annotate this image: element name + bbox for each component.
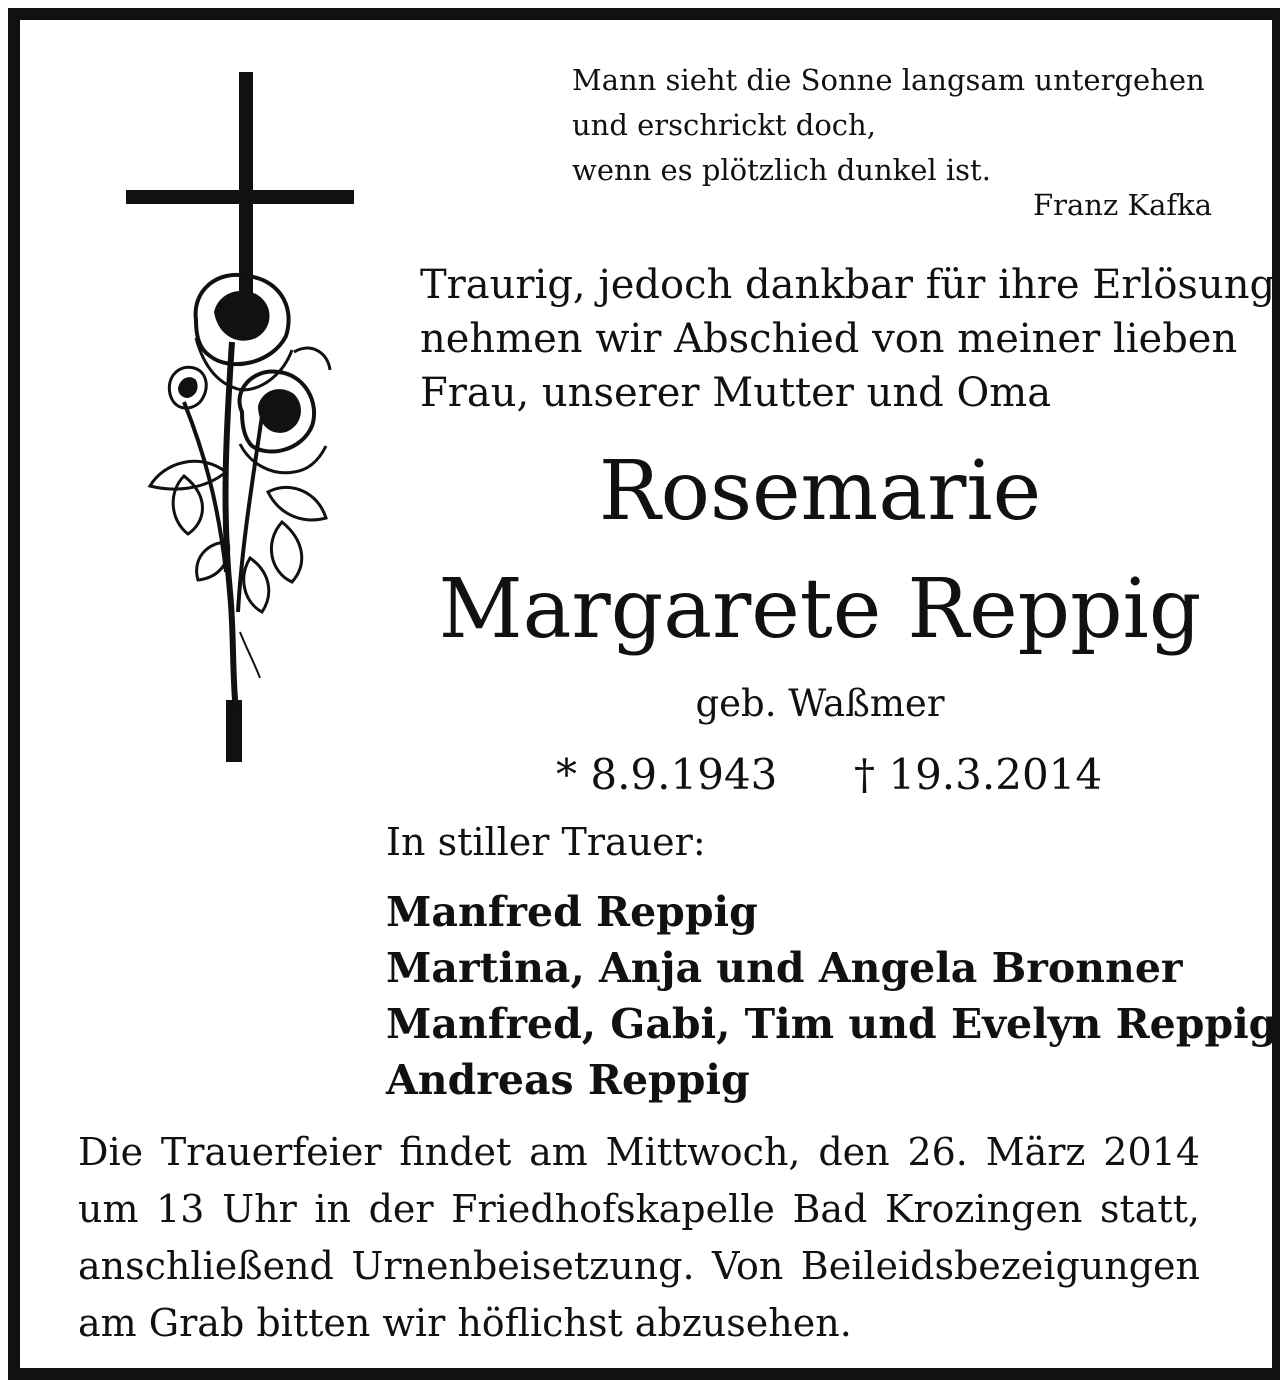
intro-line: nehmen wir Abschied von meiner lieben <box>420 316 1238 362</box>
obituary-frame <box>8 8 1280 1380</box>
intro-line: Traurig, jedoch dankbar für ihre Erlösung <box>420 262 1276 308</box>
mourners-list <box>386 884 1277 1108</box>
birth-date: * 8.9.1943 <box>556 750 778 799</box>
quote-author: Franz Kafka <box>1033 188 1212 222</box>
deceased-first-name: Rosemarie <box>598 444 1042 539</box>
funeral-notice: Die Trauerfeier findet am Mittwoch, den 26. März 2014 um 13 Uhr in der Friedhofskapelle Bad Krozingen statt, anschließend Urnenbeisetzung. Von Beileidsbezeigungen am Grab bitten wir höflichst abzusehen. <box>78 1130 1200 1345</box>
quote-line: und erschrickt doch, <box>572 108 876 142</box>
intro-text <box>420 258 1275 420</box>
quote-line: Mann sieht die Sonne langsam untergehen <box>572 63 1205 97</box>
quote <box>572 58 1205 193</box>
intro-line: Frau, unserer Mutter und Oma <box>420 370 1052 416</box>
cross-with-roses-icon <box>114 72 364 772</box>
quote-line: wenn es plötzlich dunkel ist. <box>572 153 991 187</box>
deceased-full-name: Margarete Reppig <box>438 562 1202 657</box>
mourner-name: Andreas Reppig <box>386 1056 750 1104</box>
mourner-name: Martina, Anja und Angela Bronner <box>386 944 1183 992</box>
death-date: † 19.3.2014 <box>854 750 1103 799</box>
mourner-name: Manfred Reppig <box>386 888 758 936</box>
maiden-name: geb. Waßmer <box>695 682 945 725</box>
mourner-name: Manfred, Gabi, Tim und Evelyn Reppig <box>386 1000 1278 1048</box>
mourners-label: In stiller Trauer: <box>386 820 706 864</box>
